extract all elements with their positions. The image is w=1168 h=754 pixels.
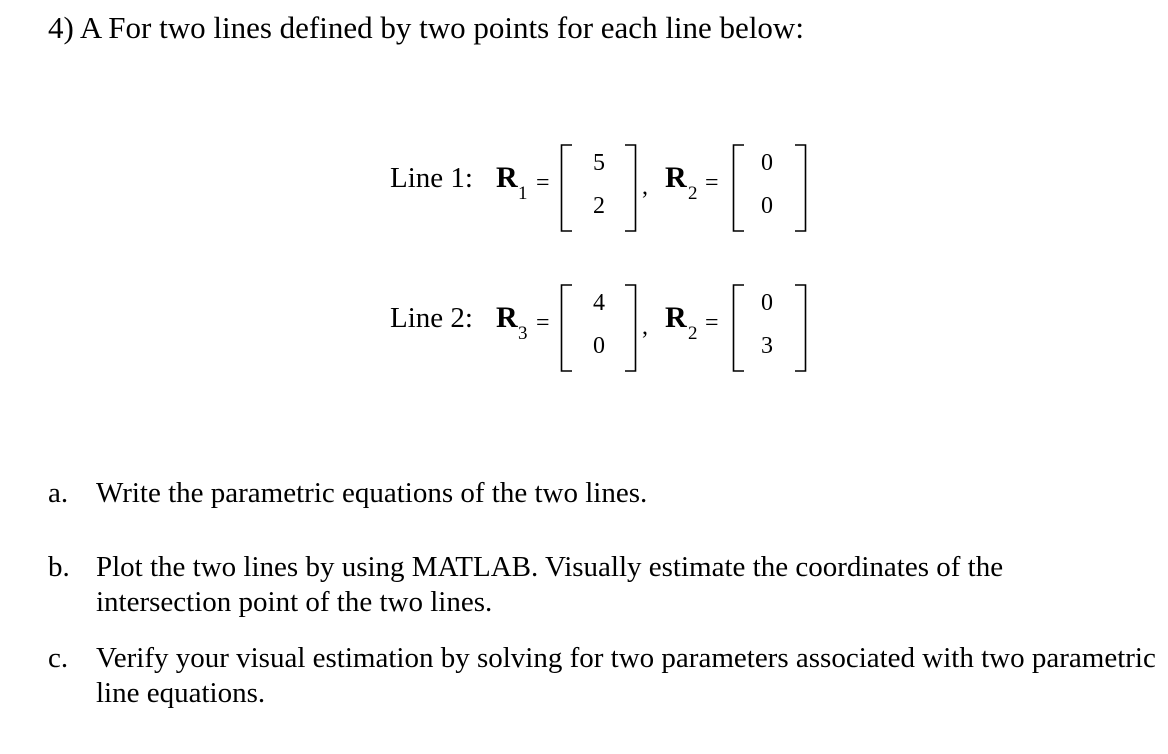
left-bracket-icon bbox=[732, 144, 746, 232]
line-1-label: Line 1: bbox=[390, 162, 473, 194]
line-2-point-2-subscript: 2 bbox=[688, 323, 698, 344]
line-2-point-1-y: 0 bbox=[593, 333, 605, 359]
left-bracket-icon bbox=[560, 144, 574, 232]
right-bracket-icon bbox=[624, 284, 638, 372]
line-1-point-2-subscript: 2 bbox=[688, 183, 698, 204]
right-bracket-icon bbox=[794, 284, 808, 372]
part-c bbox=[48, 641, 1156, 715]
right-bracket-icon bbox=[794, 144, 808, 232]
line-1-comma: , bbox=[642, 174, 648, 200]
line-2-label: Line 2: bbox=[390, 302, 473, 334]
question-heading: 4) A For two lines defined by two points for each line below: bbox=[48, 10, 804, 45]
line-1-point-1-equals: = bbox=[536, 170, 550, 196]
part-a-marker: a. bbox=[48, 477, 69, 509]
line-1-point-1-x: 5 bbox=[593, 150, 605, 176]
line-1-point-2-name: R bbox=[665, 161, 687, 194]
line-2-point-2-equals: = bbox=[705, 310, 719, 336]
part-a bbox=[48, 476, 1148, 516]
line-1-point-2-y: 0 bbox=[761, 193, 773, 219]
part-b bbox=[48, 550, 1148, 624]
line-2-comma: , bbox=[642, 314, 648, 340]
line-1-point-1-y: 2 bbox=[593, 193, 605, 219]
line-1-point-1-subscript: 1 bbox=[518, 183, 528, 204]
part-b-marker: b. bbox=[48, 551, 70, 583]
part-c-text: Verify your visual estimation by solving for two parameters associated with two parametric line equations. bbox=[96, 642, 1156, 709]
line-1-point-1-name: R bbox=[496, 161, 518, 194]
line-1-point-2-equals: = bbox=[705, 170, 719, 196]
part-c-marker: c. bbox=[48, 642, 69, 674]
line-2-point-2-x: 0 bbox=[761, 290, 773, 316]
left-bracket-icon bbox=[560, 284, 574, 372]
part-a-text: Write the parametric equations of the two lines. bbox=[96, 477, 648, 509]
part-b-text: Plot the two lines by using MATLAB. Visually estimate the coordinates of the intersection point of the two lines. bbox=[96, 551, 1004, 618]
line-2-point-1-name: R bbox=[496, 301, 518, 334]
line-2-point-1-subscript: 3 bbox=[518, 323, 528, 344]
line-2-point-1-x: 4 bbox=[593, 290, 605, 316]
line-2-point-2-y: 3 bbox=[761, 333, 773, 359]
line-1-point-2-x: 0 bbox=[761, 150, 773, 176]
line-2-point-2-name: R bbox=[665, 301, 687, 334]
right-bracket-icon bbox=[624, 144, 638, 232]
left-bracket-icon bbox=[732, 284, 746, 372]
line-2-point-1-equals: = bbox=[536, 310, 550, 336]
